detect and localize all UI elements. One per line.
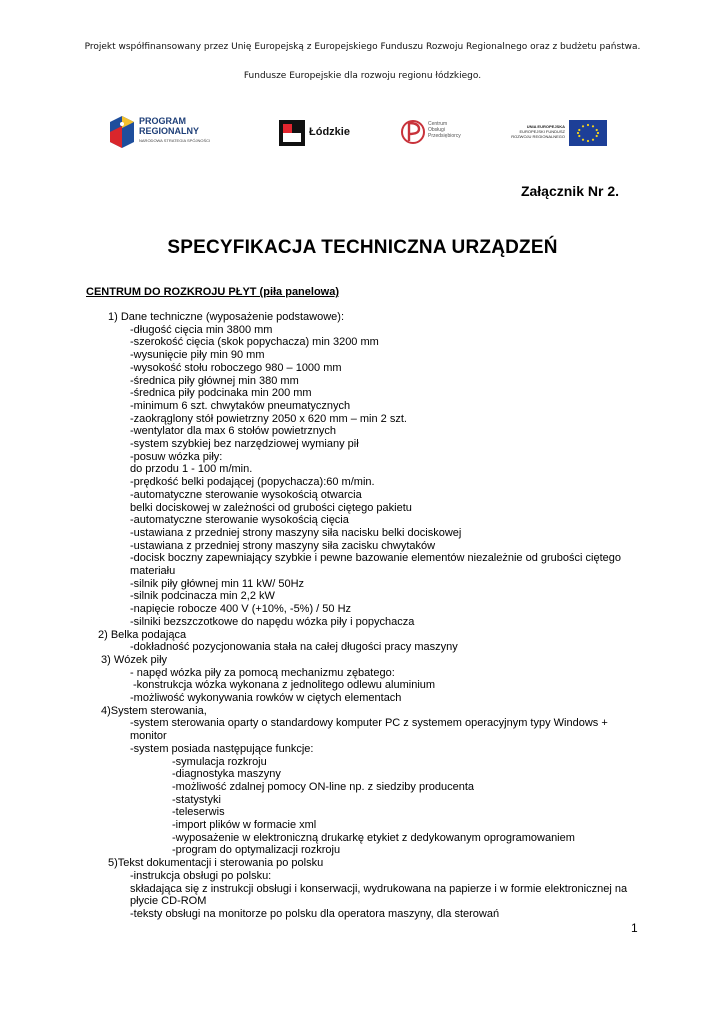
spec-line: składająca się z instrukcji obsługi i konserwacji, wydrukowana na papierze i w formie elektronicznej na bbox=[130, 882, 628, 895]
eu-line1: UNIA EUROPEJSKA bbox=[526, 124, 565, 129]
eu-logo bbox=[507, 112, 607, 152]
program-line2: REGIONALNY bbox=[139, 126, 200, 136]
spec-line: -symulacja rozkroju bbox=[172, 755, 267, 768]
spec-line: -wysunięcie piły min 90 mm bbox=[130, 349, 265, 362]
spec-line: -system szybkiej bez narzędziowej wymiany pił bbox=[130, 438, 359, 450]
lodzkie-emblem-icon bbox=[279, 120, 305, 146]
spec-line: -wysokość stołu roboczego 980 – 1000 mm bbox=[130, 361, 342, 374]
spec-line: -prędkość belki podającej (popychacza):60 m/min. bbox=[130, 476, 375, 489]
eu-flag-icon bbox=[569, 120, 607, 146]
program-regionalny-emblem-icon bbox=[108, 114, 136, 150]
spec-line: -silniki bezszczotkowe do napędu wózka piły i popychacza bbox=[130, 615, 415, 628]
spec-line: 1) Dane techniczne (wyposażenie podstawowe): bbox=[108, 311, 345, 323]
spec-line: -ustawiana z przedniej strony maszyny siła zacisku chwytaków bbox=[130, 539, 436, 552]
spec-line: belki dociskowej w zależności od grubości ciętego pakietu bbox=[130, 501, 412, 514]
spec-line: -system posiada następujące funkcje: bbox=[130, 742, 314, 755]
spec-line: -docisk boczny zapewniający szybkie i pewne bazowanie elementów niezależnie od grubości ciętego bbox=[130, 552, 621, 565]
spec-line: -program do optymalizacji rozkroju bbox=[172, 844, 341, 857]
document-title: SPECYFIKACJA TECHNICZNA URZĄDZEŃ bbox=[167, 237, 558, 258]
spec-line: -ustawiana z przedniej strony maszyny siła nacisku belki dociskowej bbox=[130, 526, 462, 539]
header-cofinancing-note: Projekt współfinansowany przez Unię Europejską z Europejskiego Funduszu Rozwoju Regionalnego oraz z budżetu państwa. bbox=[84, 42, 641, 52]
spec-line: -wentylator dla max 6 stołów powietrznych bbox=[130, 425, 337, 438]
spec-line: do przodu 1 - 100 m/min. bbox=[130, 463, 253, 476]
spec-line: -system sterowania oparty o standardowy komputer PC z systemem operacyjnym typy Windows + bbox=[130, 717, 608, 730]
attachment-label: Załącznik Nr 2. bbox=[520, 183, 619, 199]
spec-line: -wyposażenie w elektroniczną drukarkę etykiet z dedykowanym oprogramowaniem bbox=[172, 831, 575, 844]
centrum-line1: Centrum bbox=[428, 121, 448, 127]
spec-line: -instrukcja obsługi po polsku: bbox=[130, 869, 272, 882]
spec-line: 4)System sterowania, bbox=[101, 704, 207, 717]
spec-line: -konstrukcja wózka wykonana z jednolitego odlewu aluminium bbox=[133, 679, 436, 692]
centrum-obslugi-logo bbox=[401, 112, 471, 152]
spec-line: -teleserwis bbox=[172, 806, 225, 819]
spec-line: -statystyki bbox=[172, 793, 221, 806]
spec-line: -minimum 6 szt. chwytaków pneumatycznych bbox=[130, 399, 351, 412]
header-funds-note: Fundusze Europejskie dla rozwoju regionu łódzkiego. bbox=[243, 71, 482, 81]
lodzkie-label: Łódzkie bbox=[309, 126, 350, 138]
spec-line: -silnik piły głównej min 11 kW/ 50Hz bbox=[130, 577, 305, 590]
spec-line: -posuw wózka piły: bbox=[130, 450, 223, 463]
spec-line: -import plików w formacie xml bbox=[172, 819, 317, 831]
spec-line: -szerokość cięcia (skok popychacza) min 3200 mm bbox=[130, 336, 379, 349]
spec-line: 2) Belka podająca bbox=[98, 628, 187, 641]
page-number: 1 bbox=[631, 921, 638, 935]
eu-line3: ROZWOJU REGIONALNEGO bbox=[511, 134, 565, 139]
centrum-line2: Obsługi bbox=[428, 127, 445, 133]
centrum-emblem-icon bbox=[401, 117, 425, 147]
spec-line: -napięcie robocze 400 V (+10%, -5%) / 50 Hz bbox=[130, 603, 352, 616]
spec-line: płycie CD-ROM bbox=[130, 895, 207, 908]
spec-line: -automatyczne sterowanie wysokością cięcia bbox=[130, 514, 349, 527]
section-heading: CENTRUM DO ROZKROJU PŁYT (piła panelowa) bbox=[86, 286, 340, 298]
program-line1: PROGRAM bbox=[139, 116, 186, 126]
spec-line: monitor bbox=[130, 730, 167, 743]
program-sub: NARODOWA STRATEGIA SPÓJNOŚCI bbox=[139, 138, 211, 143]
spec-line: -automatyczne sterowanie wysokością otwarcia bbox=[130, 488, 362, 501]
spec-line: -średnica piły głównej min 380 mm bbox=[130, 374, 299, 387]
lodzkie-logo bbox=[279, 112, 354, 152]
spec-line: -długość cięcia min 3800 mm bbox=[130, 323, 273, 336]
eu-line2: EUROPEJSKI FUNDUSZ bbox=[519, 129, 565, 134]
spec-line: -silnik podcinacza min 2,2 kW bbox=[130, 590, 275, 603]
spec-line: -średnica piły podcinaka min 200 mm bbox=[130, 387, 312, 400]
spec-line: -teksty obsługi na monitorze po polsku dla operatora maszyny, dla sterowań bbox=[130, 907, 500, 920]
logo-row bbox=[0, 112, 725, 152]
spec-line: -możliwość zdalnej pomocy ON-line np. z siedziby producenta bbox=[172, 780, 475, 793]
spec-line: 3) Wózek piły bbox=[101, 653, 168, 666]
spec-line: -zaokrąglony stół powietrzny 2050 x 620 mm – min 2 szt. bbox=[130, 412, 407, 425]
centrum-line3: Przedsiębiorcy bbox=[428, 133, 461, 139]
spec-line: 5)Tekst dokumentacji i sterowania po polsku bbox=[108, 857, 324, 870]
spec-line: -diagnostyka maszyny bbox=[172, 768, 281, 781]
spec-line: materiału bbox=[130, 565, 176, 577]
program-regionalny-logo bbox=[108, 112, 218, 152]
spec-line: -dokładność pozycjonowania stała na całej długości pracy maszyny bbox=[130, 641, 458, 654]
spec-line: - napęd wózka piły za pomocą mechanizmu zębatego: bbox=[130, 666, 395, 679]
spec-line: -możliwość wykonywania rowków w ciętych elementach bbox=[130, 692, 402, 704]
